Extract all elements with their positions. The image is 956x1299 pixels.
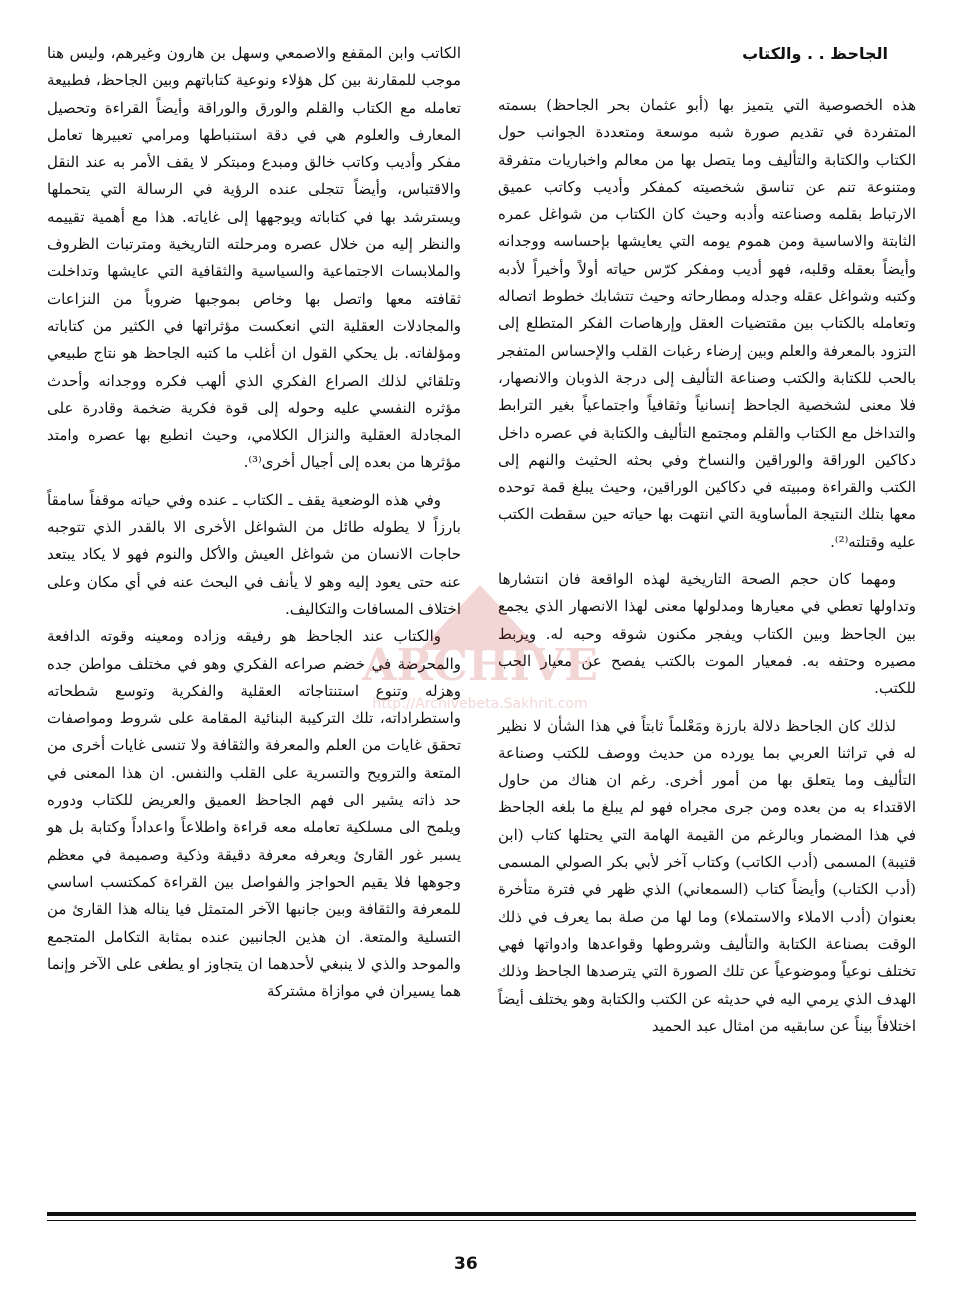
paragraph-right-1: هذه الخصوصية التي يتميز بها (أبو عثمان بحر الجاحظ) بسمته المتفردة في تقديم صورة شبه موسعة ومتعددة الجوانب حول الكتاب والكتابة والتأليف وما يتصل بها من معالم واخباريات متفرقة ومتنوعة تنم عن تناسق شخصيته كمفكر وأديب وكاتب عميق الارتباط بقلمه وصناعته وأدبه وحيث كان الكتاب من شواغل عمره الثابتة والاساسية ومن هموم يومه التي يعايشها بإحساسه ووجدانه وأيضاً بعقله وقلبه، فهو أديب ومفكر كرّس حياته أولاً وأخيراً لأدبه وكتبه وشواغل عقله وجدله ومطارحاته وحيث تتشابك خطوط اتصاله وتعامله بالكتاب بين مقتضيات العقل وإرهاصات الفكر المتطلع إلى التزود بالمعرفة والعلم وبين إرضاء رغبات القلب والإحساس المتفجر بالحب للكتابة والكتب وصناعة التأليف إلى درجة الذوبان والانصهار، فلا معنى لشخصية الجاحظ إنسانياً وثقافياً واجتماعياً بغير الترابط والتداخل مع الكتاب والقلم ومجتمع التأليف والكتابة في عصره داخل دكاكين الوراقة والوراقين والنساخ وفي بحثه الحثيث والنهم إلى الكتب والقراءة ومبيته في دكاكين الوراقين، وحيث يبلغ قمة توحده معها بتلك النتيجة المأساوية التي انتهت بها حياته حين سقطت الكتب عليه وقتلته⁽²⁾. (498, 96, 916, 551)
running-header: الجاحظ . . والكتاب (742, 44, 888, 63)
paragraph-left-2: وفي هذه الوضعية يقف ـ الكتاب ـ عنده وفي حياته موقفاً سامقاً بارزاً لا يطوله طائل من الشواغل الأخرى الا بالقدر الذي تتوجبه حاجات الانسان من شواغل العيش والأكل والنوم فهو لا يكاد يبتعد عنه حتى يعود إليه وهو لا يأنف في البحث عنه في أي مكان وعلى اختلاف المسافات والتكاليف. (47, 490, 461, 618)
page-number: 36 (454, 1254, 478, 1274)
watermark-name: ARCHIVE (362, 640, 598, 691)
paragraph-right-3: لذلك كان الجاحظ دلالة بارزة ومَعْلماً ثابتاً في هذا الشأن لا نظير له في تراثنا العربي بما يورده من حديث ووصف للكتب وصناعة التأليف وما يتعلق بها من أمور أخرى. رغم ان هناك من حاول الاقتداء به من بعده ومن جرى مجراه فهو لم يبلغ ما بلغه الجاحظ في هذا المضمار وبالرغم من القيمة الهامة التي يحتلها كتاب (ابن قتيبة) المسمى (أدب الكاتب) وكتاب آخر لأبي بكر الصولي المسمى (أدب الكتاب) وأيضاً كتاب (السمعاني) الذي ظهر في فترة متأخرة بعنوان (أدب الاملاء والاستملاء) وما لها من صلة بما يعرف في ذلك الوقت بصناعة الكتابة والتأليف وشروطها وقواعدها وادواتها فهي تختلف نوعياً وموضوعياً عن تلك الصورة التي يترصدها الجاحظ وذلك الهدف الذي يرمي اليه في حديثه عن الكتب والكتابة وهو يختلف أيضاً اختلافاً بيناً عن سابقيه من امثال عبد الحميد (498, 716, 916, 1035)
left-column (47, 40, 461, 1005)
right-column (498, 92, 916, 1040)
paragraph-left-3: والكتاب عند الجاحظ هو رفيقه وزاده ومعينه وقوته الدافعة والمحرضة في خضم صراعه الفكري وهو في مختلف مواطن جده وهزله وتنوع استنتاجاته العقلية والفكرية وتوسع شطحاته واستطراداته، تلك التركيبة البنائية المقامة على شروط ومواصفات تحقق غايات من العلم والمعرفة والثقافة ولا تنسى غايات أخرى من المتعة والترويح والتسرية على القلب والنفس. ان هذا المعنى في حد ذاته يشير الى فهم الجاحظ العميق والعريض للكتاب ودوره ويلمح الى مسلكية تعامله معه قراءة واطلاعاً واعداداً وكتابة بل هو يسبر غور القارئ ويعرفه معرفة دقيقة وذكية وصميمة في معظم وجوهها فلا يقيم الحواجز والفواصل بين القراءة كمكتسب اساسي للمعرفة والثقافة وبين جانبها الآخر المتمثل فيا يناله هذا القارئ من التسلية والمتعة. ان هذين الجانبين عنده بمثابة التكامل المتجمع والموحد والذي لا ينبغي لأحدهما ان يتجاوز او يطغى على الآخر وإنما هما يسيران في موازاة مشتركة (47, 627, 461, 1001)
footer-rule-thin (47, 1220, 916, 1221)
paragraph-right-2: ومهما كان حجم الصحة التاريخية لهذه الواقعة فان انتشارها وتداولها تعطي في معيارها ومدلولها معنى لهذا الانصهار الذي يجمع بين الجاحظ وبين الكتاب ويفجر مكنون شوقه وحبه له. ويربط مصيره وحتفه به. فمعيار الموت بالكتب يفصح عن معيار الحب للكتب. (498, 570, 916, 698)
footer-rule-thick (47, 1212, 916, 1216)
watermark-url: http://Archivebeta.Sakhrit.com (372, 696, 588, 712)
paragraph-left-1: الكاتب وابن المقفع والاصمعي وسهل بن هارون وغيرهم، وليس هنا موجب للمقارنة بين كل هؤلاء ونوعية كتاباتهم وبين الجاحظ، فطبيعة تعامله مع الكتاب والقلم والورق والوراقة وأيضاً القراءة وتحصيل المعارف والعلوم هي في دقة استنباطها ومرامي تعبيرها تعامل مفكر وأديب وكاتب خالق ومبدع ومبتكر لا يقف الأمر به عند النقل والاقتباس، وأيضاً تتجلى عنده الرؤية في الرسالة التي يتحملها ويسترشد بها في كتاباته ويوجهها إلى غاياته. هذا مع أهمية تقييمه والنظر إليه من خلال عصره ومرحلته التاريخية ومترتبات الظروف والملابسات الاجتماعية والسياسية والثقافية التي عايشها وتداخلت ثقافته معها واتصل بها وخاص بموجبها ضروباً من النزاعات والمجادلات العقلية التي انعكست مؤثراتها في الكثير من كتاباته ومؤلفاته. بل يحكي القول ان أغلب ما كتبه الجاحظ هو نتاج طبيعي وتلقائي لذلك الصراع الفكري الذي ألهب فكره ووجدانه وأحدث مؤثره النفسي عليه وحوله إلى قوة فكرية ضخمة وقادرة على المجادلة العقلية والنزال الكلامي، وحيث انطبع بها عصره وامتد مؤثرها من بعده إلى أجيال أخرى⁽³⁾. (47, 44, 461, 472)
